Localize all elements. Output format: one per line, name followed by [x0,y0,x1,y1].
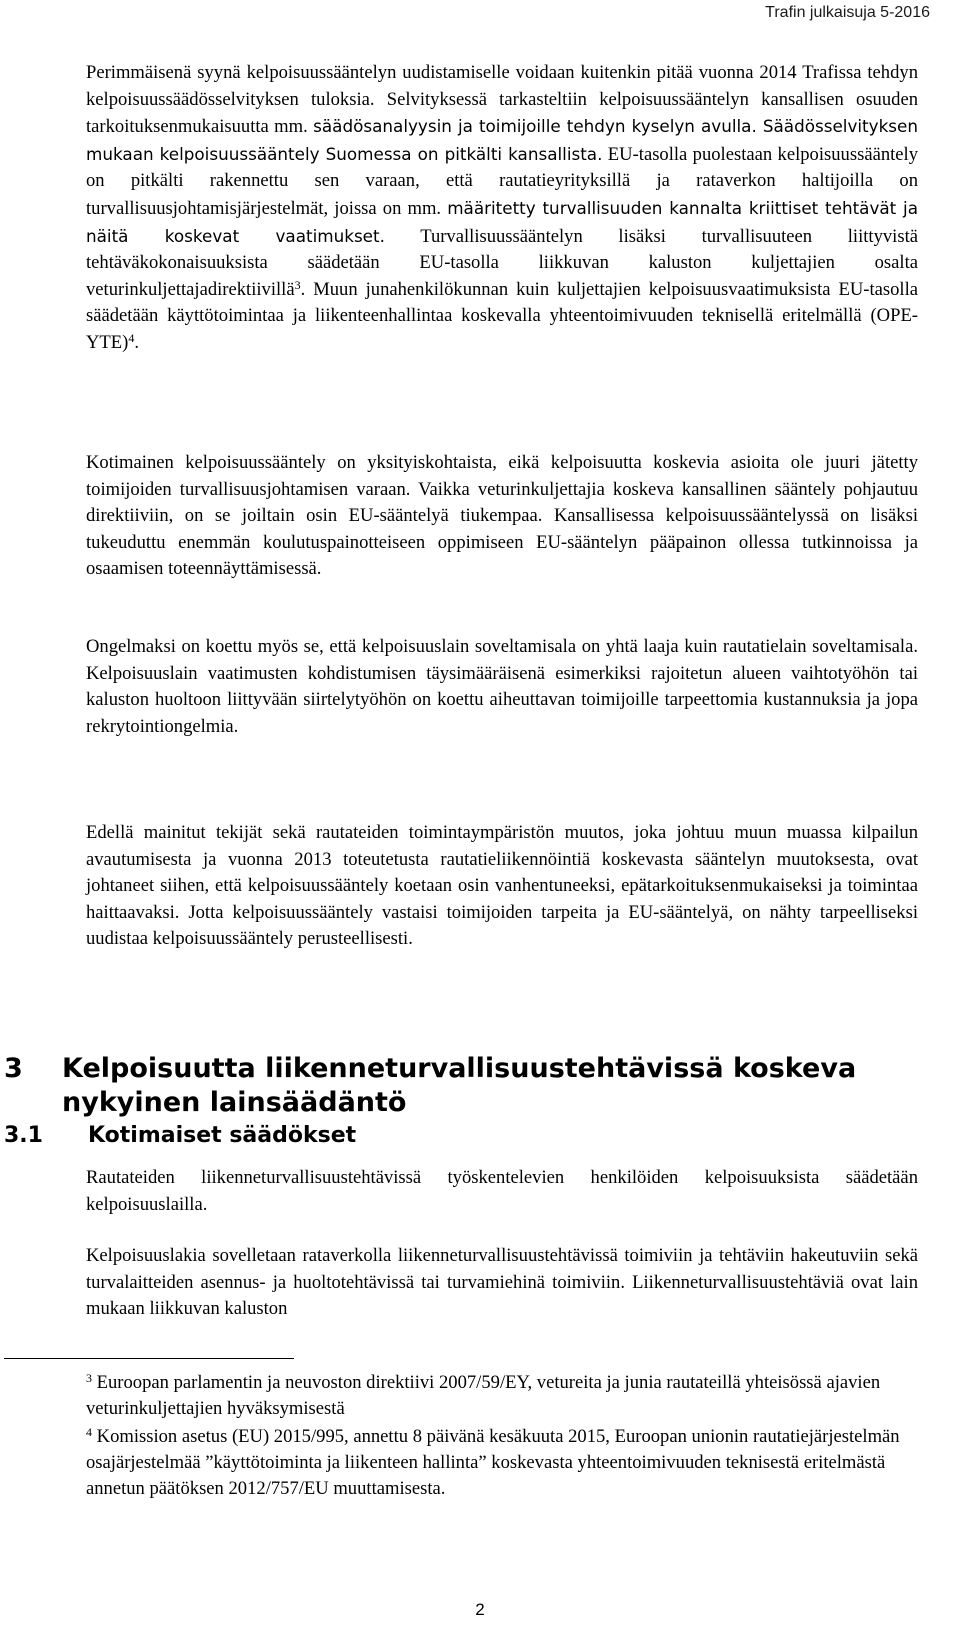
paragraph-4: Edellä mainitut tekijät sekä rautateiden toimintaympäristön muutos, joka johtuu muun muassa kilpailun avautumisesta ja vuonna 2013 toteutetusta rautatieliikennöintiä koskevasta sääntelyn muutoksesta, ovat johtaneet siihen, että kelpoisuussääntely koetaan osin vanhentuneeksi, epätarkoituksenmukaiseksi ja toimintaa haittaavaksi. Jotta kelpoisuussääntely vastaisi toimijoiden tarpeita ja EU-sääntelyä, on nähty tarpeelliseksi uudistaa kelpoisuussääntely perusteellisesti. [86,822,918,950]
footnote-3-text: Euroopan parlamentin ja neuvoston direktiivi 2007/59/EY, vetureita ja junia rautateillä yhteisössä ajavien veturinkuljettajien hyväksymisestä [86,1372,881,1419]
footnote-ref-4[interactable]: 4 [128,330,135,345]
footnote-4 [86,1424,904,1502]
footnote-3 [86,1370,904,1422]
paragraph-3: Ongelmaksi on koettu myös se, että kelpoisuuslain soveltamisala on yhtä laaja kuin rautatielain soveltamisala. Kelpoisuuslain vaatimusten kohdistumisen täysimääräisenä esimerkiksi rajoitetun alueen vaihtotyöhön tai kaluston huoltoon liittyvään siirtelytyöhön on koettu aiheuttavan toimijoille tarpeettomia kustannuksia ja jopa rekrytointiongelmia. [86,636,918,737]
subsection-paragraph-2: Kelpoisuuslakia sovelletaan rataverkolla liikenneturvallisuustehtävissä toimiviin ja tehtäviin hakeutuviin sekä turvalaitteiden asennus- ja huoltotehtävissä tai turvamiehinä toimiviin. Liikenneturvallisuustehtäviä ovat lain mukaan liikkuvan kaluston [86,1245,918,1320]
paragraph-1-part-2: säädösanalyysin ja toimijoille tehdyn kyselyn avulla. Säädösselvityksen mukaan kelpoisuussääntely Suomessa on pitkälti kansallista. [86,116,918,164]
footnote-3-mark: 3 [86,1371,92,1385]
footnote-ref-3[interactable]: 3 [294,277,301,292]
paragraph-1 [86,60,918,357]
footnote-4-mark: 4 [86,1425,92,1439]
paragraph-1-part-5: Turvallisuussääntelyn lisäksi turvallisuuteen liittyvistä tehtäväkokonaisuuksista säädetään EU-tasolla liikkuvan kaluston kuljettajien osalta veturinkuljettajadirektiivillä [86,225,918,300]
page-number: 2 [475,1600,485,1619]
subsection-paragraph-1: Rautateiden liikenneturvallisuustehtävissä työskentelevien henkilöiden kelpoisuuksista säädetään kelpoisuuslailla. [86,1167,918,1215]
section-heading [4,1052,934,1120]
paragraph-1-part-3: EU-tasolla puolestaan kelpoisuussääntely on pitkälti rakennettu sen varaan, että rautatieyrityksillä ja rataverkon haltijoilla on turvallisuusjohtamisjärjestelmät, joissa on mm. [86,143,919,219]
paragraph-1-part-4: määritetty turvallisuuden kannalta kriittiset tehtävät ja näitä koskevat vaatimukset. [86,197,918,246]
paragraph-1-part-1: Perimmäisenä syynä kelpoisuussääntelyn uudistamiselle voidaan kuitenkin pitää vuonna 2014 Trafissa tehdyn kelpoisuussäädösselvityksen tuloksia. Selvityksessä tarkasteltiin kelpoisuussääntelyn kansallisen osuuden tarkoituksenmukaisuutta mm. [86,62,918,138]
paragraph-2: Kotimainen kelpoisuussääntely on yksityiskohtaista, eikä kelpoisuutta koskevia asioita ole juuri jätetty toimijoiden turvallisuusjohtamisen varaan. Vaikka veturinkuljettajia koskeva kansallinen sääntely pohjautuu direktiiviin, on se joiltain osin EU-sääntelyä tiukempaa. Kansallisessa kelpoisuussääntelyssä on lisäksi tukeuduttu enemmän koulutuspainotteiseen oppimiseen EU-sääntelyn pääpainon ollessa tutkinnoissa ja osaamisen toteennäyttämisessä. [86,452,918,580]
subsection-title: Kotimaiset säädökset [88,1123,357,1148]
section-number: 3 [4,1053,23,1084]
subsection-number: 3.1 [4,1123,43,1148]
paragraph-1-part-7: . [134,331,139,353]
footnote-4-text: Komission asetus (EU) 2015/995, annettu 8 päivänä kesäkuuta 2015, Euroopan unionin rautatiejärjestelmän osajärjestelmää ”käyttötoiminta ja liikenteen hallinta” koskevasta yhteentoimivuuden teknisestä eritelmästä annetun päätöksen 2012/757/EU muuttamisesta. [86,1426,900,1499]
running-header: Trafin julkaisuja 5-2016 [765,4,930,21]
footnote-separator [4,1358,294,1359]
paragraph-1-part-6: . Muun junahenkilökunnan kuin kuljettajien kelpoisuusvaatimuksista EU-tasolla säädetään käyttötoimintaa ja liikenteenhallintaa koskevalla yhteentoimivuuden teknisellä eritelmällä (OPE-YTE) [86,278,918,353]
section-title: Kelpoisuutta liikenneturvallisuustehtävissä koskeva nykyinen lainsäädäntö [62,1053,857,1118]
